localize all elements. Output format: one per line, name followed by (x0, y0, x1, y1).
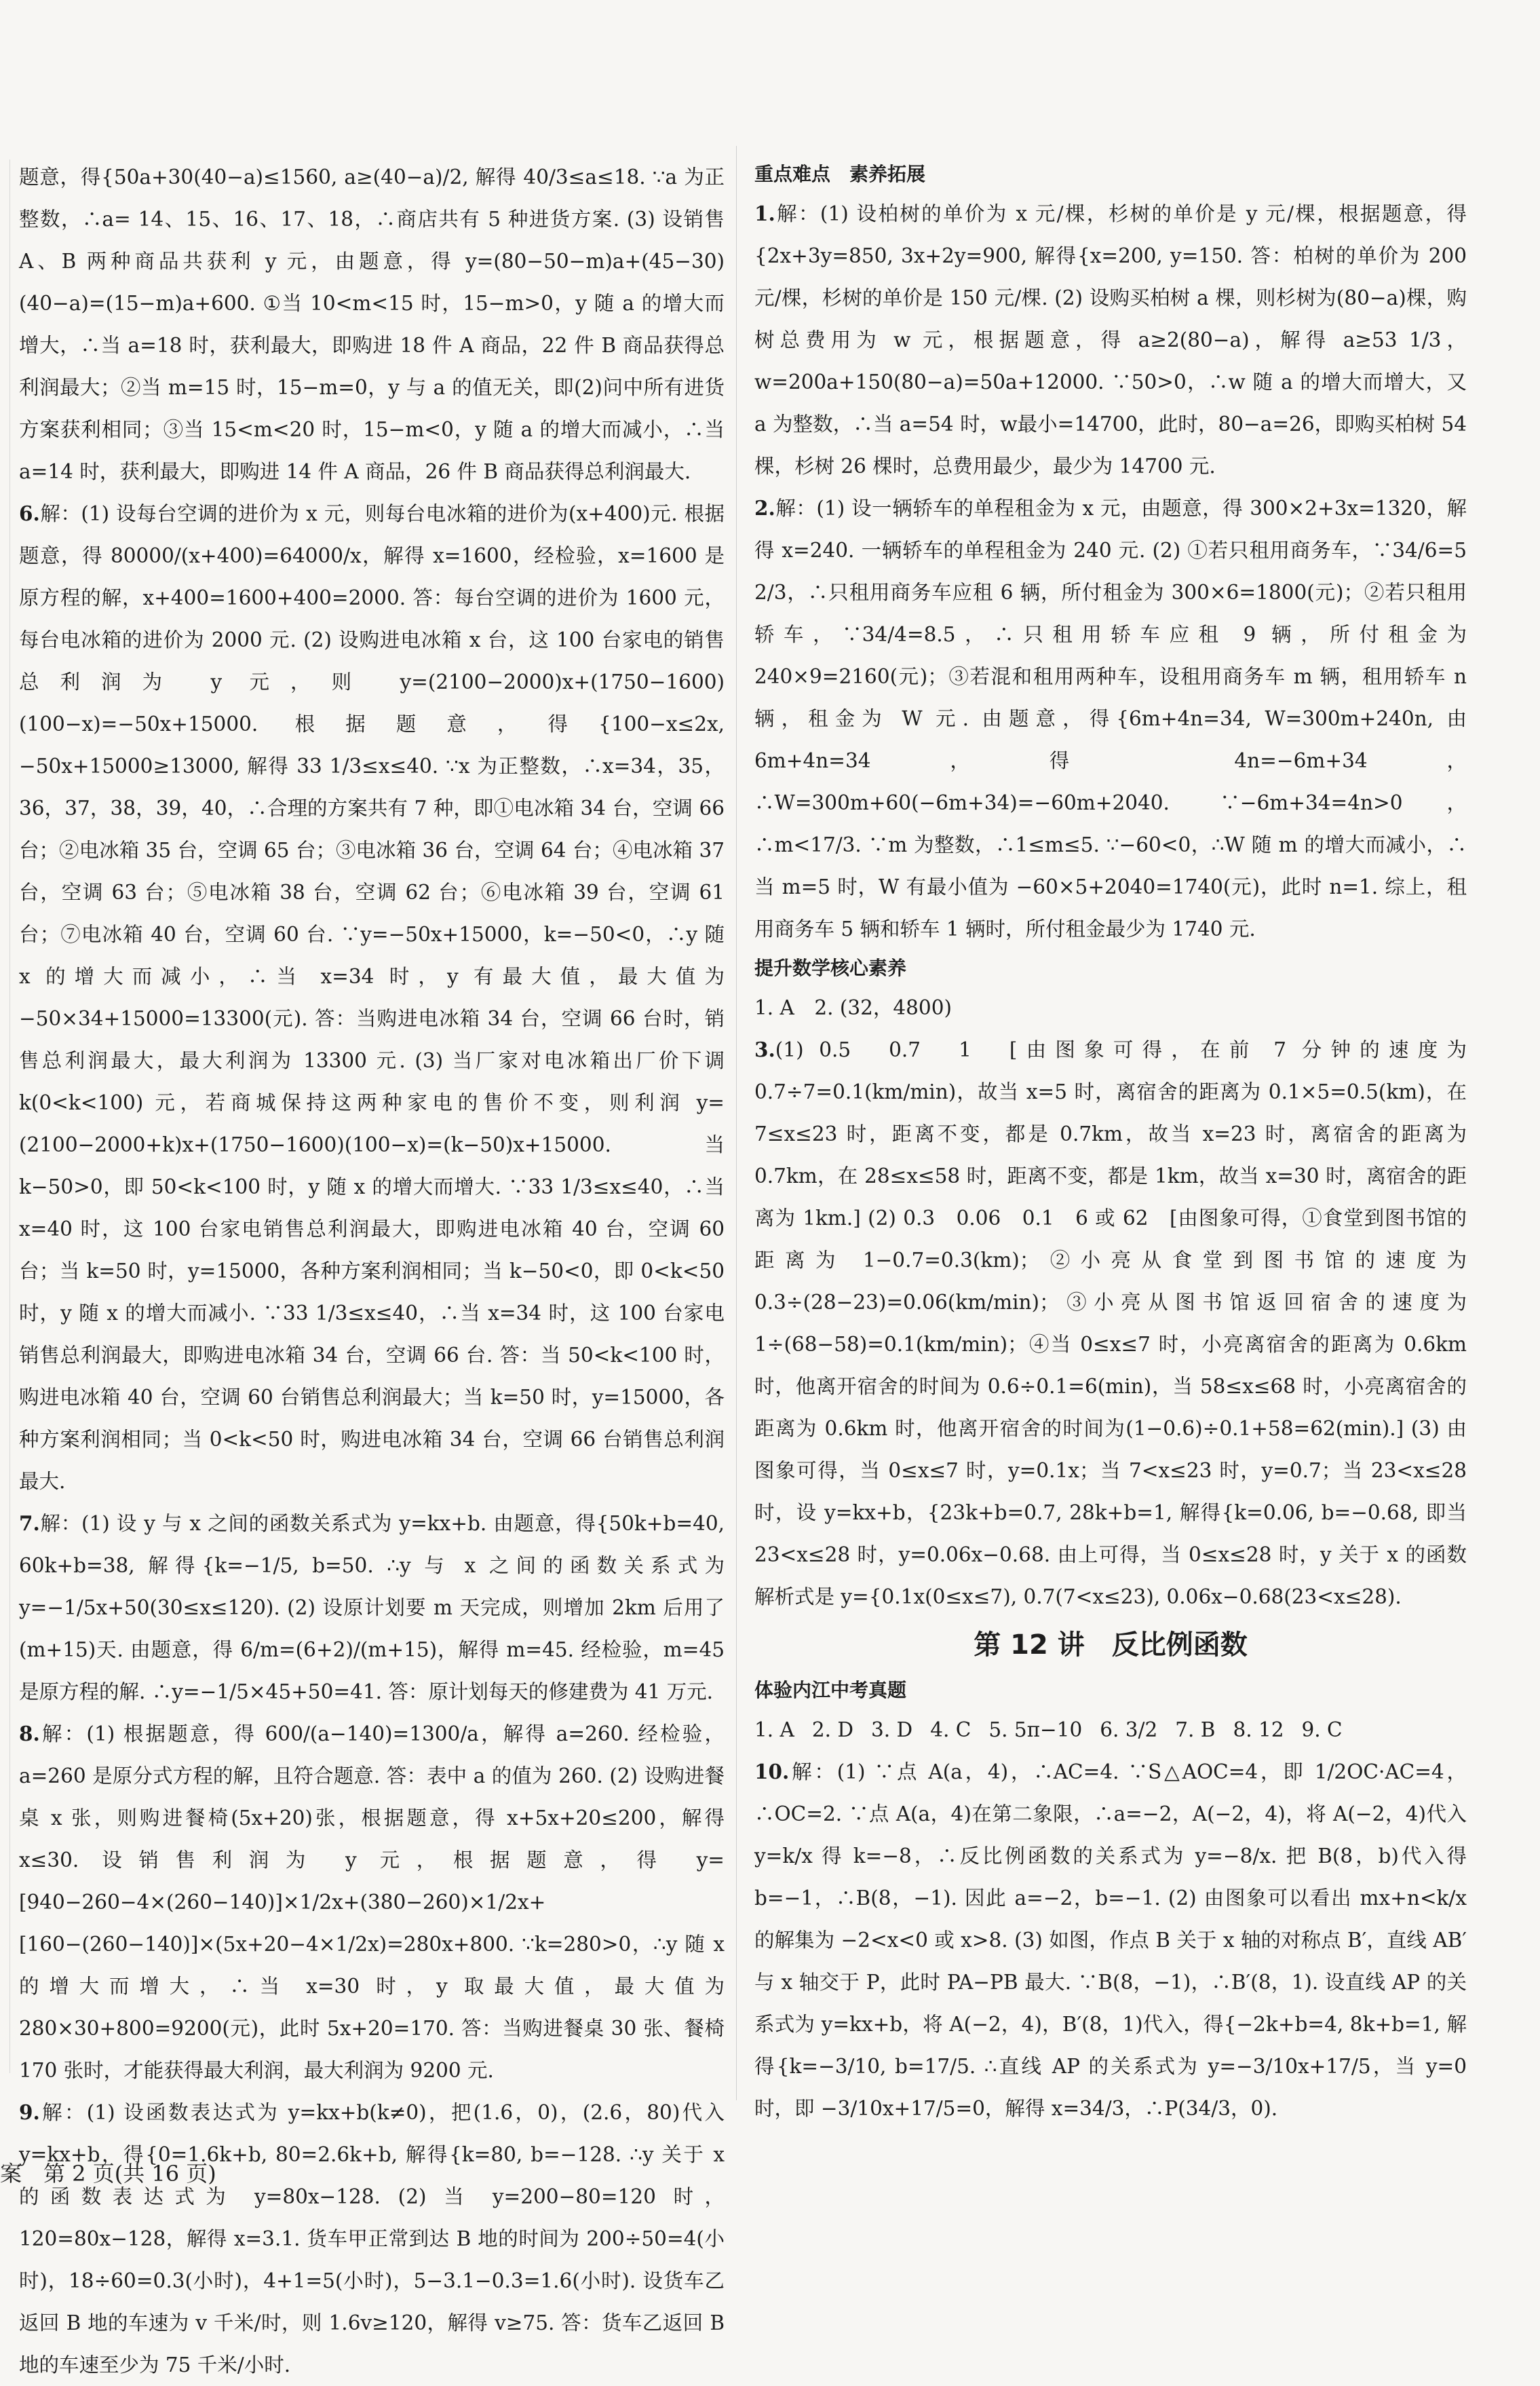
answer-7-text: 解：(1) 设 y 与 x 之间的函数关系式为 y=kx+b. 由题意，得{50k+b=40, 60k+b=38, 解得{k=−1/5, b=50. ∴y 与 x 之间的函数关系式为 y=−1/5x+50(30≤x≤120). (2) 设原计划要 m 天完成，则增加 2km 后用了(m+15)天. 由题意，得 6/m=(6+2)/(m+15)，解得 m=45. 经检验，m=45 是原方程的解. ∴y=−1/5×45+50=41. 答：原计划每天的修建费为 41 万元. (19, 1512, 725, 1703)
left-margin-rule (9, 159, 10, 2073)
answer-8 (19, 1713, 725, 2091)
answer-r3 (754, 1029, 1467, 1618)
right-column (754, 156, 1467, 2129)
mc-answer: 3. D (871, 1718, 913, 1741)
answer-r2 (754, 487, 1467, 950)
answer-9-text: 解：(1) 设函数表达式为 y=kx+b(k≠0)，把(1.6，0)，(2.6，80)代入 y=kx+b，得{0=1.6k+b, 80=2.6k+b, 解得{k=80, b=−128. ∴y 关于 x 的函数表达式为 y=80x−128. (2) 当 y=200−80=120 时，120=80x−128，解得 x=3.1. 货车甲正常到达 B 地的时间为 200÷50=4(小时)，18÷60=0.3(小时)，4+1=5(小时)，5−3.1−0.3=1.6(小时). 设货车乙返回 B 地的车速为 v 千米/时，则 1.6v≥120，解得 v≥75. 答：货车乙返回 B 地的车速至少为 75 千米/小时. (19, 2101, 725, 2376)
answer-r10-text: 解：(1) ∵点 A(a，4)，∴AC=4. ∵S△AOC=4，即 1/2OC·AC=4，∴OC=2. ∵点 A(a，4)在第二象限，∴a=−2，A(−2，4)，将 A(−2，4)代入 y=k/x 得 k=−8，∴反比例函数的关系式为 y=−8/x. 把 B(8，b)代入得 b=−1，∴B(8，−1). 因此 a=−2，b=−1. (2) 由图象可以看出 mx+n<k/x 的解集为 −2<x<0 或 x>8. (3) 如图，作点 B 关于 x 轴的对称点 B′，直线 AB′与 x 轴交于 P，此时 PA−PB 最大. ∵B(8，−1)，∴B′(8，1). 设直线 AP 的关系式为 y=kx+b，将 A(−2，4)，B′(8，1)代入，得{−2k+b=4, 8k+b=1, 解得{k=−3/10, b=17/5. ∴直线 AP 的关系式为 y=−3/10x+17/5，当 y=0 时，即 −3/10x+17/5=0，解得 x=34/3，∴P(34/3，0). (754, 1760, 1467, 2120)
answer-9 (19, 2091, 725, 2386)
answer-9-number: 9. (19, 2100, 40, 2124)
answer-intro-continued: 题意，得{50a+30(40−a)≤1560, a≥(40−a)/2, 解得 40/3≤a≤18. ∵a 为正整数，∴a= 14、15、16、17、18，∴商店共有 5 种进货方案. (3) 设销售 A、B 两种商品共获利 y 元，由题意，得 y=(80−50−m)a+(45−30)(40−a)=(15−m)a+600. ①当 10<m<15 时，15−m>0，y 随 a 的增大而增大，∴当 a=18 时，获利最大，即购进 18 件 A 商品，22 件 B 商品获得总利润最大；②当 m=15 时，15−m=0，y 与 a 的值无关，即(2)问中所有进货方案获利相同；③当 15<m<20 时，15−m<0，y 随 a 的增大而减小，∴当 a=14 时，获利最大，即购进 14 件 A 商品，26 件 B 商品获得总利润最大. (19, 166, 725, 483)
answer-r1 (754, 193, 1467, 487)
mc-answer: 1. A (754, 1718, 794, 1741)
column-divider (736, 146, 737, 2100)
mc-answer: 7. B (1175, 1718, 1216, 1741)
answer-r10-number: 10. (754, 1760, 790, 1783)
answer-7-number: 7. (19, 1511, 40, 1535)
section-title-key-points: 重点难点 素养拓展 (754, 163, 926, 185)
page-footer: 案 第 2 页(共 16 页) (0, 2161, 216, 2186)
answer-8-text: 解：(1) 根据题意，得 600/(a−140)=1300/a，解得 a=260. 经检验，a=260 是原分式方程的解，且符合题意. 答：表中 a 的值为 260. (2) 设购进餐桌 x 张，则购进餐椅(5x+20)张，根据题意，得 x+5x+20≤200，解得 x≤30. 设销售利润为 y 元，根据题意，得 y=[940−260−4×(260−140)]×1/2x+(380−260)×1/2x+[160−(260−140)]×(5x+20−4×1/2x)=280x+800. ∵k=280>0，∴y 随 x 的增大而增大，∴当 x=30 时，y 取最大值，最大值为 280×30+800=9200(元)，此时 5x+20=170. 答：当购进餐桌 30 张、餐椅 170 张时，才能获得最大利润，最大利润为 9200 元. (19, 1722, 725, 2082)
mc-answer: 6. 3/2 (1100, 1718, 1158, 1741)
answer-8-number: 8. (19, 1722, 40, 1745)
mc-answer: 8. 12 (1233, 1718, 1284, 1741)
answer-r3-text: (1) 0.5 0.7 1 [由图象可得，在前 7 分钟的速度为 0.7÷7=0.1(km/min)，故当 x=5 时，离宿舍的距离为 0.1×5=0.5(km)，在 7≤x≤23 时，距离不变，都是 0.7km，故当 x=23 时，离宿舍的距离为 0.7km，在 28≤x≤58 时，距离不变，都是 1km，故当 x=30 时，离宿舍的距离为 1km.] (2) 0.3 0.06 0.1 6 或 62 [由图象可得，①食堂到图书馆的距离为 1−0.7=0.3(km)；②小亮从食堂到图书馆的速度为 0.3÷(28−23)=0.06(km/min)；③小亮从图书馆返回宿舍的速度为 1÷(68−58)=0.1(km/min)；④当 0≤x≤7 时，小亮离宿舍的距离为 0.6km 时，他离开宿舍的时间为 0.6÷0.1=6(min)，当 58≤x≤68 时，小亮离宿舍的距离为 0.6km 时，他离开宿舍的时间为(1−0.6)÷0.1+58=62(min).] (3) 由图象可得，当 0≤x≤7 时，y=0.1x；当 7<x≤23 时，y=0.7；当 23<x≤28 时，设 y=kx+b，{23k+b=0.7, 28k+b=1, 解得{k=0.06, b=−0.68, 即当 23<x≤28 时，y=0.06x−0.68. 由上可得，当 0≤x≤28 时，y 关于 x 的函数解析式是 y={0.1x(0≤x≤7), 0.7(7<x≤23), 0.06x−0.68(23<x≤28). (754, 1038, 1467, 1608)
answer-r2-number: 2. (754, 496, 775, 520)
answer-7 (19, 1502, 725, 1713)
chapter-title: 第 12 讲 反比例函数 (974, 1629, 1248, 1661)
answer-r1-number: 1. (754, 202, 775, 225)
multiple-choice-answers (754, 1709, 1467, 1751)
answer-r2-text: 解：(1) 设一辆轿车的单程租金为 x 元，由题意，得 300×2+3x=1320，解得 x=240. 一辆轿车的单程租金为 240 元. (2) ①若只租用商务车，∵34/6=5 2/3，∴只租用商务车应租 6 辆，所付租金为 300×6=1800(元)；②若只租用轿车，∵34/4=8.5，∴只租用轿车应租 9 辆，所付租金为 240×9=2160(元)；③若混和租用两种车，设租用商务车 m 辆，租用轿车 n 辆，租金为 W 元. 由题意，得{6m+4n=34, W=300m+240n, 由 6m+4n=34，得 4n=−6m+34，∴W=300m+60(−6m+34)=−60m+2040. ∵−6m+34=4n>0，∴m<17/3. ∵m 为整数，∴1≤m≤5. ∵−60<0，∴W 随 m 的增大而减小，∴当 m=5 时，W 有最小值为 −60×5+2040=1740(元)，此时 n=1. 综上，租用商务车 5 辆和轿车 1 辆时，所付租金最少为 1740 元. (754, 497, 1467, 941)
mc-answer: 9. C (1301, 1718, 1343, 1741)
left-column (19, 156, 725, 2386)
answer-6 (19, 493, 725, 1502)
answer-6-number: 6. (19, 501, 40, 525)
section-title-exam: 体验内江中考真题 (754, 1679, 907, 1701)
mc-answer: 2. D (811, 1718, 854, 1741)
answer-r10 (754, 1751, 1467, 2129)
answer-r-choices: 1. A 2. (32，4800) (754, 996, 952, 1019)
answer-r1-text: 解：(1) 设柏树的单价为 x 元/棵，杉树的单价是 y 元/棵，根据题意，得{2x+3y=850, 3x+2y=900, 解得{x=200, y=150. 答：柏树的单价为 200 元/棵，杉树的单价是 150 元/棵. (2) 设购买柏树 a 棵，则杉树为(80−a)棵，购树总费用为 w 元，根据题意，得 a≥2(80−a)，解得 a≥53 1/3，w=200a+150(80−a)=50a+12000. ∵50>0，∴w 随 a 的增大而增大，又 a 为整数，∴当 a=54 时，w最小=14700，此时，80−a=26，即购买柏树 54 棵，杉树 26 棵时，总费用最少，最少为 14700 元. (754, 202, 1467, 478)
answer-6-text: 解：(1) 设每台空调的进价为 x 元，则每台电冰箱的进价为(x+400)元. 根据题意，得 80000/(x+400)=64000/x，解得 x=1600，经检验，x=1600 是原方程的解，x+400=1600+400=2000. 答：每台空调的进价为 1600 元，每台电冰箱的进价为 2000 元. (2) 设购进电冰箱 x 台，这 100 台家电的销售总利润为 y 元，则 y=(2100−2000)x+(1750−1600)(100−x)=−50x+15000. 根据题意，得{100−x≤2x, −50x+15000≥13000, 解得 33 1/3≤x≤40. ∵x 为正整数，∴x=34，35，36，37，38，39，40，∴合理的方案共有 7 种，即①电冰箱 34 台，空调 66 台；②电冰箱 35 台，空调 65 台；③电冰箱 36 台，空调 64 台；④电冰箱 37 台，空调 63 台；⑤电冰箱 38 台，空调 62 台；⑥电冰箱 39 台，空调 61 台；⑦电冰箱 40 台，空调 60 台. ∵y=−50x+15000，k=−50<0，∴y 随 x 的增大而减小，∴当 x=34 时，y 有最大值，最大值为 −50×34+15000=13300(元). 答：当购进电冰箱 34 台，空调 66 台时，销售总利润最大，最大利润为 13300 元. (3) 当厂家对电冰箱出厂价下调 k(0<k<100) 元，若商城保持这两种家电的售价不变，则利润 y=(2100−2000+k)x+(1750−1600)(100−x)=(k−50)x+15000. 当 k−50>0，即 50<k<100 时，y 随 x 的增大而增大. ∵33 1/3≤x≤40，∴当 x=40 时，这 100 台家电销售总利润最大，即购进电冰箱 40 台，空调 60 台；当 k=50 时，y=15000，各种方案利润相同；当 k−50<0，即 0<k<50 时，y 随 x 的增大而减小. ∵33 1/3≤x≤40，∴当 x=34 时，这 100 台家电销售总利润最大，即购进电冰箱 34 台，空调 66 台. 答：当 50<k<100 时，购进电冰箱 40 台，空调 60 台销售总利润最大；当 k=50 时，y=15000，各种方案利润相同；当 0<k<50 时，购进电冰箱 34 台，空调 66 台销售总利润最大. (19, 502, 725, 1493)
mc-answer: 4. C (930, 1718, 971, 1741)
answer-r3-number: 3. (754, 1038, 775, 1061)
section-title-core-literacy: 提升数学核心素养 (754, 957, 907, 979)
mc-answer: 5. 5π−10 (988, 1718, 1083, 1741)
